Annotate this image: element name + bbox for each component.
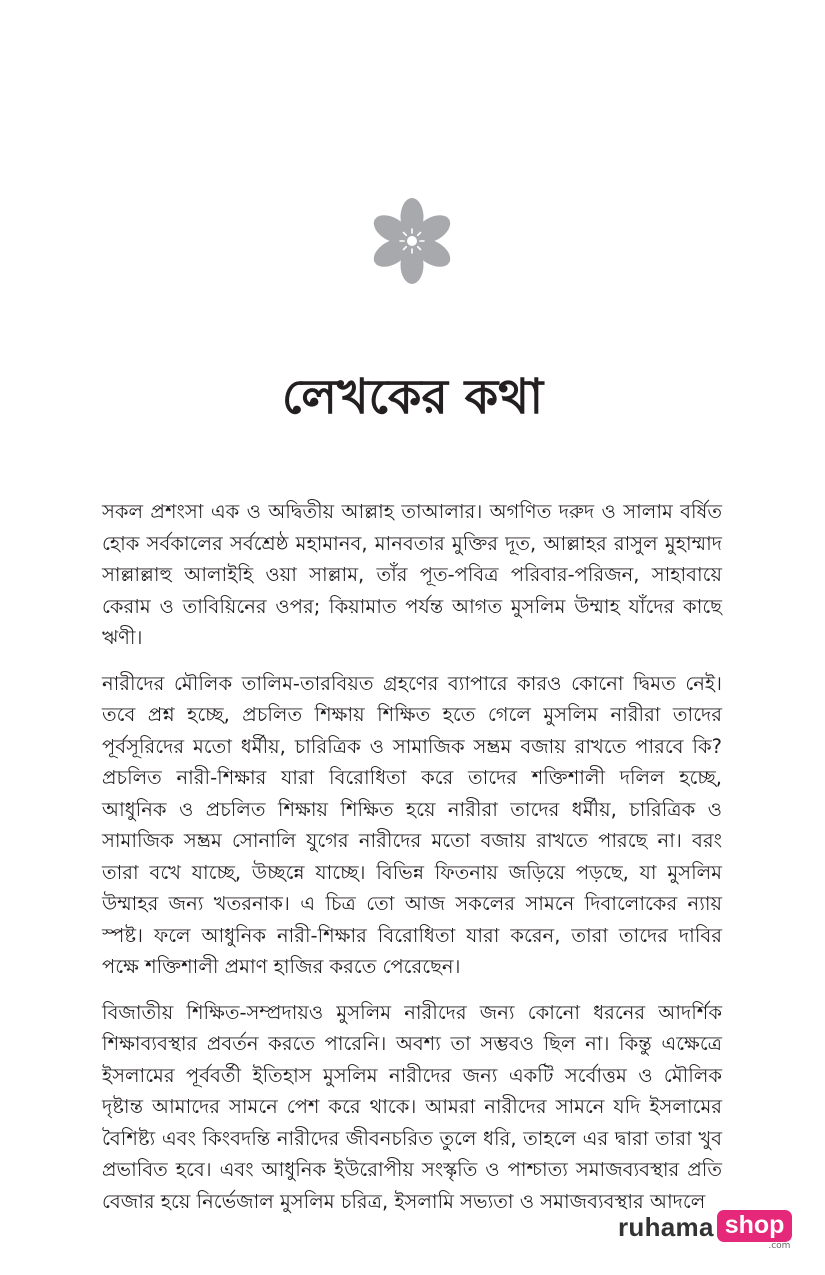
- paragraph: বিজাতীয় শিক্ষিত-সম্প্রদায়ও মুসলিম নারীদের জন্য কোনো ধরনের আদর্শিক শিক্ষাব্যবস্থার প্রবর্তন করতে পারেনি। অবশ্য তা সম্ভবও ছিল না। কিন্তু এক্ষেত্রে ইসলামের পূর্ববর্তী ইতিহাস মুসলিম নারীদের জন্য একটি সর্বোত্তম ও মৌলিক দৃষ্টান্ত আমাদের সামনে পেশ করে থাকে। আমরা নারীদের সামনে যদি ইসলামের বৈশিষ্ট্য এবং কিংবদন্তি নারীদের জীবনচরিত তুলে ধরি, তাহলে এর দ্বারা তারা খুব প্রভাবিত হবে। এবং আধুনিক ইউরোপীয় সংস্কৃতি ও পাশ্চাত্য সমাজব্যবস্থার প্রতি বেজার হয়ে নির্ভেজাল মুসলিম চরিত্র, ইসলামি সভ্যতা ও সমাজব্যবস্থার আদলে: [102, 1000, 722, 1213]
- logo-shop-text: shop: [717, 1210, 793, 1242]
- ruhamashop-logo: [618, 1210, 792, 1250]
- body-text: [102, 496, 722, 1231]
- flower-icon: [366, 195, 458, 287]
- logo-shop-badge: [717, 1210, 793, 1251]
- logo-com-text: .com: [768, 1241, 791, 1251]
- logo-ruhama-text: ruhama: [618, 1212, 714, 1242]
- page-title: লেখকের কথা: [281, 369, 544, 426]
- paragraph: সকল প্রশংসা এক ও অদ্বিতীয় আল্লাহ তাআলার। অগণিত দরুদ ও সালাম বর্ষিত হোক সর্বকালের সর্বশ্রেষ্ঠ মহামানব, মানবতার মুক্তির দূত, আল্লাহর রাসুল মুহাম্মাদ সাল্লাল্লাহু আলাইহি ওয়া সাল্লাম, তাঁর পূত-পবিত্র পরিবার-পরিজন, সাহাবায়ে কেরাম ও তাবিয়িনের ওপর; কিয়ামাত পর্যন্ত আগত মুসলিম উম্মাহ যাঁদের কাছে ঋণী।: [102, 500, 722, 649]
- paragraph: নারীদের মৌলিক তালিম-তারবিয়ত গ্রহণের ব্যাপারে কারও কোনো দ্বিমত নেই। তবে প্রশ্ন হচ্ছে, প্রচলিত শিক্ষায় শিক্ষিত হতে গেলে মুসলিম নারীরা তাদের পূর্বসূরিদের মতো ধর্মীয়, চারিত্রিক ও সামাজিক সম্ভ্রম বজায় রাখতে পারবে কি? প্রচলিত নারী-শিক্ষার যারা বিরোধিতা করে তাদের শক্তিশালী দলিল হচ্ছে, আধুনিক ও প্রচলিত শিক্ষায় শিক্ষিত হয়ে নারীরা তাদের ধর্মীয়, চারিত্রিক ও সামাজিক সম্ভ্রম সোনালি যুগের নারীদের মতো বজায় রাখতে পারছে না। বরং তারা বখে যাচ্ছে, উচ্ছন্নে যাচ্ছে। বিভিন্ন ফিতনায় জড়িয়ে পড়ছে, যা মুসলিম উম্মাহর জন্য খতরনাক। এ চিত্র তো আজ সকলের সামনে দিবালোকের ন্যায় স্পষ্ট। ফলে আধুনিক নারী-শিক্ষার বিরোধিতা যারা করেন, তারা তাদের দাবির পক্ষে শক্তিশালী প্রমাণ হাজির করতে পেরেছেন।: [102, 671, 722, 978]
- flower-ornament: [366, 195, 458, 287]
